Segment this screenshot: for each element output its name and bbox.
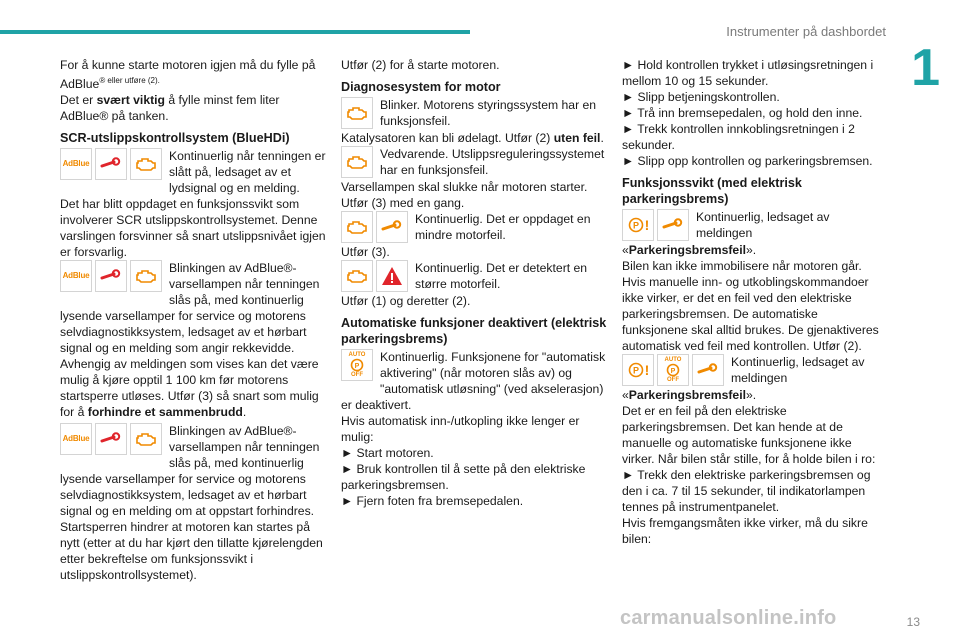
service-wrench-icon [95, 148, 127, 180]
park-brake-fault-icon [622, 209, 654, 241]
engine-diagnostic-icon [341, 97, 373, 129]
engine-diagnostic-icon [130, 148, 162, 180]
watermark: carmanualsonline.info [620, 607, 837, 629]
svg-text:!: ! [644, 217, 650, 233]
warning-block-3: AdBlue Blinkingen av AdBlue®-varsellampen når tenningen slås på, med kontinuerlig lysende varsellamper for service og motorens selvdiagnostikksystem, ledsaget av et hørbart signal og en melding om at oppstart forhindres. [60, 424, 320, 519]
engine-diagnostic-icon [341, 211, 373, 243]
engine-diagnostic-icon [341, 146, 373, 178]
engine-diagnostic-icon [130, 260, 162, 292]
diag-block-2: Vedvarende. Utslippsreguleringssystemet har en funksjonsfeil. [341, 146, 607, 179]
intro-paragraph: For å kunne starte motoren igjen må du fylle på AdBlue$^{® eller utføre (2).}$ Det er svært viktig å fylle minst fem liter AdBlue® på tanken. [60, 58, 316, 124]
svg-text:P: P [670, 368, 676, 375]
svg-text:P: P [354, 363, 360, 370]
fault-block-2: P ! AUTO P OFF Kontinuerlig, ledsaget av meldingen [622, 354, 884, 387]
svg-text:!: ! [644, 362, 650, 378]
auto-park-brake-icon: AUTO P OFF [341, 349, 373, 381]
warning-icons [60, 148, 165, 180]
section-heading-scr: SCR-utslippskontrollsystem (BlueHDi) [60, 131, 290, 146]
service-wrench-icon [95, 423, 127, 455]
service-wrench-icon [376, 211, 408, 243]
column-1: For å kunne starte motoren igjen må du fylle på AdBlue$^{® eller utføre (2).}$ Det er svært viktig å fylle minst fem liter AdBlue® på tanken. SCR-utslippskontrollsystem (BlueHDi) AdBlue Kontinuerlig når tenningen er slått på, ledsaget av et lydsignal og en melding. Det har blitt oppdaget en funksjonssvikt som involverer SCR utslippskontrollsystemet. Denne varslingen forsvinner så snart utslippsnivået igjen er forsvarlig. AdBlue Blinkingen av AdBlue®-varsellampen når tenningen slås på, med kontinuerlig lysende varsellamper for service og motorens selvdiagnostikksystem, ledsaget av et hørbart signal og en melding som angir rekkevidde. Avhengig av meldingen som vises kan det være mulig å kjøre opptil 1 100 km før motorens startsperre utløses. Utfør (3) så snart som mulig for å forhindre et sammenbrudd. AdBlue Blinkingen av AdBlue®-varsellampen når tenningen slås på, med kontinuerlig lysende varsellamper for service og motorens selvdiagnostikksystem, ledsaget av et hørbart signal og en melding om at oppstart forhindres. Startsperren hindrer at motoren kan startes på nytt (etter at du har kjørt den tillatte kjørelengden etter bekreftelse om funksjonssvikt i utslippskontrollsystemet). [60, 57, 328, 583]
svg-text:P: P [632, 365, 640, 376]
engine-diagnostic-icon [130, 423, 162, 455]
warning-block-2: AdBlue Blinkingen av AdBlue®-varsellampen når tenningen slås på, med kontinuerlig lysende varsellamper for service og motorens selvdiagnostikksystem, ledsaget av et hørbart signal og en melding som angir rekkevidde. [60, 261, 320, 356]
section-heading-auto-deactivated: Automatiske funksjoner deaktivert (elektrisk parkeringsbrems) [341, 316, 607, 346]
warning-icons [60, 260, 165, 292]
page-header-title: Instrumenter på dashbordet [726, 24, 886, 39]
auto-park-brake-icon: AUTO P OFF [657, 354, 689, 386]
adblue-icon: AdBlue [60, 148, 92, 180]
header-accent-bar [0, 30, 470, 34]
engine-diagnostic-icon [341, 260, 373, 292]
svg-text:P: P [632, 220, 640, 231]
diag-block-4: Kontinuerlig. Det er detektert en større motorfeil. [341, 260, 607, 293]
fault-block-1: P ! Kontinuerlig, ledsaget av meldingen [622, 209, 884, 242]
park-brake-fault-icon [622, 354, 654, 386]
column-2: Utfør (2) for å starte motoren. Diagnosesystem for motor Blinker. Motorens styringssystem har en funksjonsfeil. Katalysatoren kan bli ødelagt. Utfør (2) uten feil. Vedvarende. Utslippsreguleringssystemet har en funksjonsfeil. Varsellampen skal slukke når motoren starter. Utfør (3) med en gang. Kontinuerlig. Det er oppdaget en mindre motorfeil. Utfør (3). Kontinuerlig. Det er detektert en større motorfeil. Utfør (1) og deretter (2). Automatiske funksjoner deaktivert (elektrisk parkeringsbrems) AUTO P OFF Kontinuerlig. Funksjonene for "automatisk aktivering" (når motoren slås av) og "automatisk utløsning" (ved akselerasjon) er deaktivert. Hvis automatisk inn-/utkopling ikke lenger er mulig: ► Start motoren. ► Bruk kontrollen til å sette på den elektriske parkeringsbremsen. ► Fjern foten fra bremsepedalen. [341, 58, 607, 508]
section-heading-park-brake-fault: Funksjonssvikt (med elektrisk parkeringsbrems) [622, 176, 802, 206]
adblue-icon: AdBlue [60, 423, 92, 455]
adblue-icon: AdBlue [60, 260, 92, 292]
warning-block-1: AdBlue Kontinuerlig når tenningen er slått på, ledsaget av et lydsignal og en melding. [60, 148, 328, 196]
page-number: 13 [906, 615, 920, 629]
service-wrench-icon [657, 209, 689, 241]
diag-block-1: Blinker. Motorens styringssystem har en funksjonsfeil. [341, 97, 607, 130]
warning-icons [60, 423, 165, 455]
auto-block: AUTO P OFF Kontinuerlig. Funksjonene for "automatisk aktivering" (når motoren slås av) og "automatisk utløsning" (ved akselerasjon) er deaktivert. [341, 350, 606, 412]
service-wrench-icon [692, 354, 724, 386]
section-heading-diagnosis: Diagnosesystem for motor [341, 80, 501, 94]
service-wrench-icon [95, 260, 127, 292]
chapter-number: 1 [911, 39, 940, 97]
diag-block-3: Kontinuerlig. Det er oppdaget en mindre motorfeil. [341, 211, 607, 244]
column-3: ► Hold kontrollen trykket i utløsingsretningen i mellom 10 og 15 sekunder. ► Slipp betjeningskontrollen. ► Trå inn bremsepedalen, og hold den inne. ► Trekk kontrollen innkoblingsretningen i 2 sekunder. ► Slipp opp kontrollen og parkeringsbremsen. Funksjonssvikt (med elektrisk parkeringsbrems) P ! Kontinuerlig, ledsaget av meldingen «Parkeringsbremsfeil». Bilen kan ikke immobilisere når motoren går. Hvis manuelle inn- og utkoblingskommandoer ikke virker, er det en feil ved den elektriske parkeringsbremsen. De automatiske funksjonene skal alltid brukes. De gjenaktiveres automatisk ved feil med kontrollen. Utfør (2). P ! AUTO P OFF Kontinuerlig, ledsaget av meldingen «Parkeringsbremsfeil». Det er en feil på den elektriske parkeringsbremsen. Det kan hende at de manuelle og automatiske funksjonene ikke virker. Når bilen står stille, for å holde bilen i ro: ► Trekk den elektriske parkeringsbremsen og den i ca. 7 til 15 sekunder, til indikatorlampen tennes på instrumentpanelet. Hvis fremgangsmåten ikke virker, må du sikre bilen: [622, 57, 884, 547]
warning-triangle-icon [376, 260, 408, 292]
